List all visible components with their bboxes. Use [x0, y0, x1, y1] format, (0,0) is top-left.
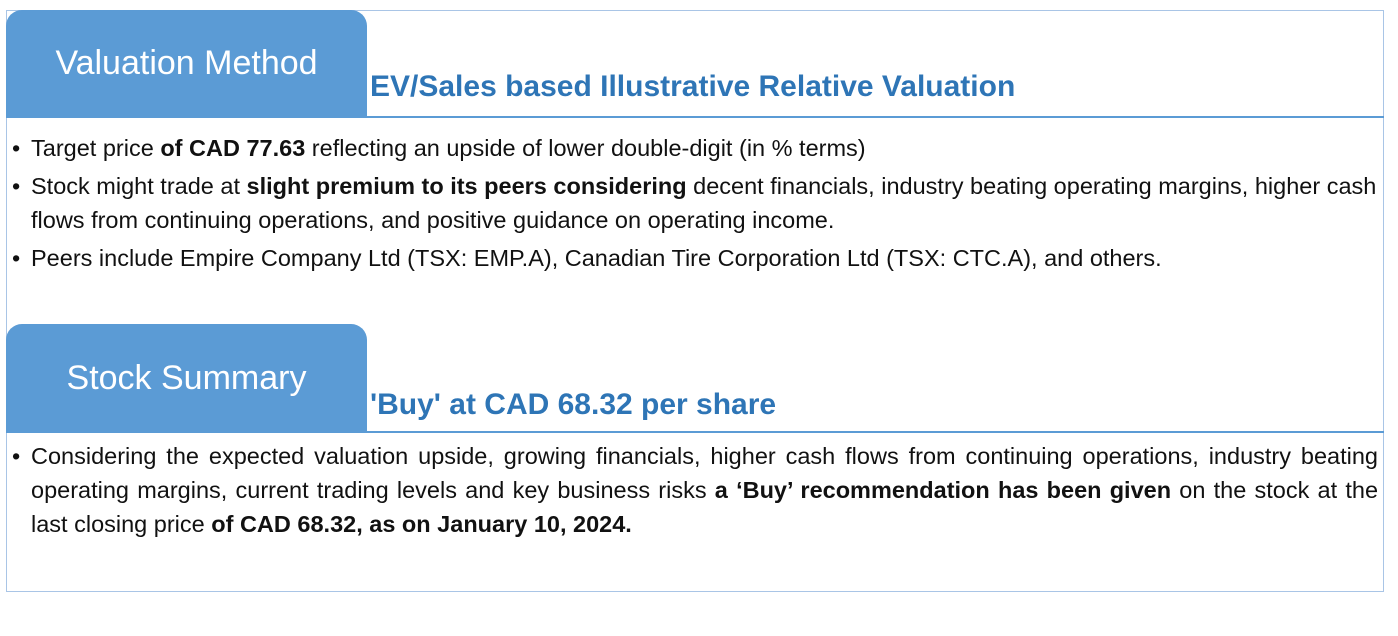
stock-summary-tab: [6, 324, 367, 432]
bullet-text: Considering the expected valuation upside, growing financials, higher cash flows from continuing operations, industry beating operating margins, current trading levels and key business risks: [31, 443, 1378, 503]
bullet-glyph: •: [12, 173, 21, 199]
list-item: [12, 241, 1378, 275]
valuation-bullet-list: [12, 131, 1378, 279]
bullet-glyph: •: [12, 245, 21, 271]
bullet-bold-text: slight premium to its peers considering: [246, 173, 687, 199]
bullet-text: Target price: [31, 135, 161, 161]
list-item: [12, 131, 1378, 165]
bullet-text: Peers include Empire Company Ltd (TSX: EMP.A), Canadian Tire Corporation Ltd (TSX: CTC.A), and others.: [31, 245, 1162, 271]
bullet-glyph: •: [12, 443, 21, 469]
bullet-glyph: •: [12, 135, 21, 161]
summary-subtitle: 'Buy' at CAD 68.32 per share: [370, 388, 777, 421]
bullet-bold-text: of CAD 77.63: [160, 135, 306, 161]
list-item: [12, 169, 1378, 237]
bullet-bold-text: of CAD 68.32, as on January 10, 2024.: [211, 511, 632, 537]
valuation-method-tab-label: Valuation Method: [55, 43, 318, 82]
valuation-method-tab: [6, 10, 367, 116]
bullet-text: decent financials, industry beating operating margins, higher cash flows from continuing operations, and positive guidance on operating income.: [31, 173, 1377, 233]
bullet-text: on the stock at the last closing price: [31, 477, 1379, 537]
bullet-text: reflecting an upside of lower double-digit (in % terms): [305, 135, 866, 161]
summary-divider: [6, 431, 1384, 433]
stock-summary-tab-label: Stock Summary: [66, 358, 307, 397]
summary-bullet-list: [12, 439, 1378, 545]
valuation-subtitle: EV/Sales based Illustrative Relative Valuation: [370, 70, 1016, 103]
bullet-text: Stock might trade at: [31, 173, 247, 199]
valuation-divider: [6, 116, 1384, 118]
bullet-bold-text: a ‘Buy’ recommendation has been given: [714, 477, 1172, 503]
list-item: [12, 439, 1378, 541]
